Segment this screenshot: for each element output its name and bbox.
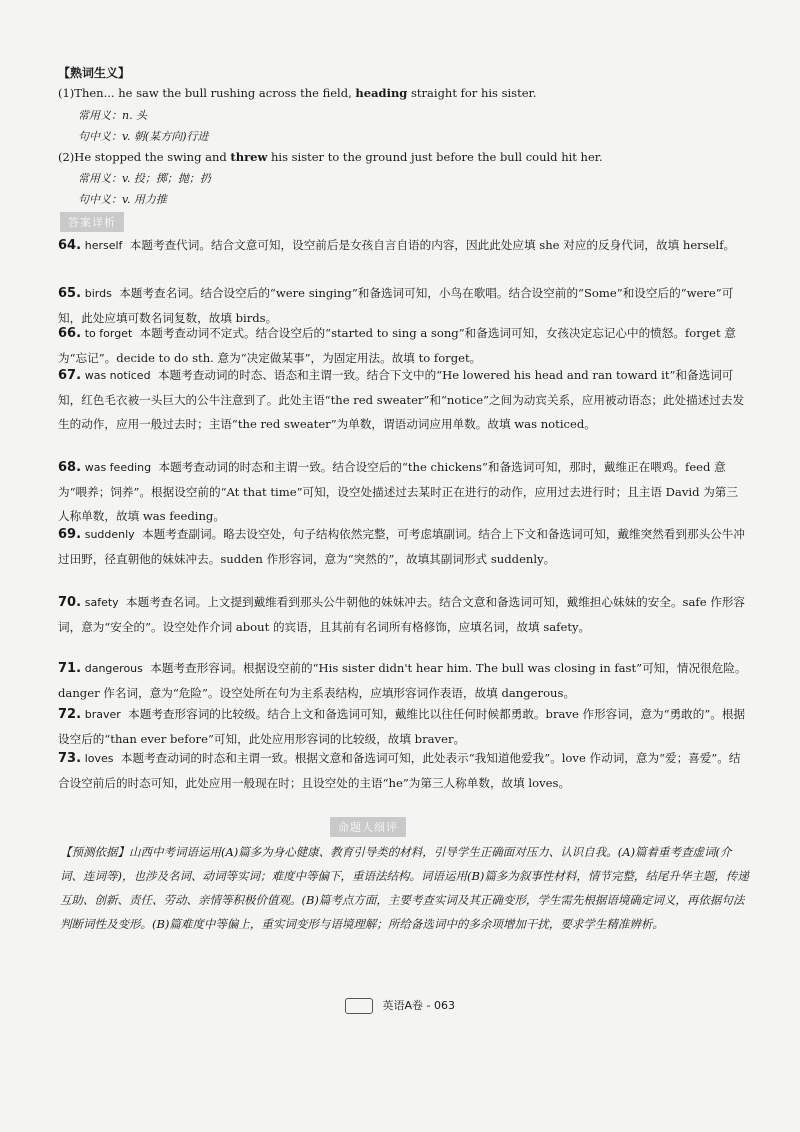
publisher-logo-icon bbox=[345, 998, 373, 1014]
prediction-paragraph: 【预测依据】山西中考词语运用(A)篇多为身心健康、教育引导类的材料，引导学生正确面对压力、认识自我。(A)篇着重考查虚词(介词、连词等)，也涉及名词、动词等实词；难度中等偏下，重语法结构。词语运用(B)篇多为叙事性材料，情节完整，结尾升华主题，传递互助、创新、责任、劳动、亲情等积极价值观。(B)篇考点方面，主要考查实词及其正确变形，学生需先根据语境确定词义，再依据句法判断词性及变形。(B)篇难度中等偏上，重实词变形与语境理解；所给备选词中的多余项增加干扰，要求学生精准辨析。 bbox=[60, 845, 749, 931]
answer-73: 73. loves 本题考查动词的时态和主谓一致。根据文意和备选词可知，此处表示“我知道他爱我”。love 作动词，意为“爱；喜爱”。结合设空前后的时态可知，此处应用一般现在时；且设空处的主语“he”为第三人称单数，故填 loves。 bbox=[58, 751, 741, 790]
answer-67: 67. was noticed 本题考查动词的时态、语态和主谓一致。结合下文中的“He lowered his head and ran toward it”和备选词可知，红色毛衣被一头巨大的公牛注意到了。此处主语“the red sweater”和“notice”之间为动宾关系，应用被动语态；此处描述过去发生的动作，应用一般过去时；主语“the red sweater”为单数，谓语动词应用单数。故填 was noticed。 bbox=[58, 368, 745, 431]
answer-69: 69. suddenly 本题考查副词。略去设空处，句子结构依然完整，可考虑填副词。结合上下文和备选词可知，戴维突然看到那头公牛冲过田野，径直朝他的妹妹冲去。sudden 作形容词，意为“突然的”，故填其副词形式 suddenly。 bbox=[58, 527, 745, 566]
answer-72: 72. braver 本题考查形容词的比较级。结合上文和备选词可知，戴维比以往任何时候都勇敢。brave 作形容词，意为“勇敢的”。根据设空后的“than ever before”可知，此处应用形容词的比较级，故填 braver。 bbox=[58, 707, 746, 746]
answer-banner: 答案详析 bbox=[60, 212, 124, 232]
vocab-context-1: 句中义：v. 朝(某方向)行进 bbox=[78, 130, 209, 143]
vocab-tag: 【熟词生义】 bbox=[58, 66, 131, 80]
vocab-sentence-1: (1)Then... he saw the bull rushing across the field, heading straight for his sister. bbox=[58, 86, 537, 100]
answer-68: 68. was feeding 本题考查动词的时态和主谓一致。结合设空后的“the chickens”和备选词可知，那时，戴维正在喂鸡。feed 意为“喂养；饲养”。根据设空前的“At that time”可知，设空处描述过去某时正在进行的动作，应用过去进行时；且主语 David 为第三人称单数，故填 was feeding。 bbox=[58, 460, 738, 523]
answer-65: 65. birds 本题考查名词。结合设空后的“were singing”和备选词可知，小鸟在歌唱。结合设空前的“Some”和设空后的“were”可知，此处应填可数名词复数，故填 birds。 bbox=[58, 286, 734, 325]
footer-label: 英语A卷 - 063 bbox=[382, 999, 455, 1012]
answer-71: 71. dangerous 本题考查形容词。根据设空前的“His sister didn't hear him. The bull was closing in fast”可知，情况很危险。danger 作名词，意为“危险”。设空处所在句为主系表结构，应填形容词作表语，故填 dangerous。 bbox=[58, 661, 747, 700]
vocab-common-1: 常用义：n. 头 bbox=[78, 109, 148, 122]
page-footer bbox=[0, 997, 800, 1014]
answer-66: 66. to forget 本题考查动词不定式。结合设空后的“started to sing a song”和备选词可知，女孩决定忘记心中的愤怒。forget 意为“忘记”。decide to do sth. 意为“决定做某事”，为固定用法。故填 to forget。 bbox=[58, 326, 736, 365]
analysis-banner: 命题人细评 bbox=[330, 817, 406, 837]
answer-70: 70. safety 本题考查名词。上文提到戴维看到那头公牛朝他的妹妹冲去。结合文意和备选词可知，戴维担心妹妹的安全。safe 作形容词，意为“安全的”。设空处作介词 about 的宾语，且其前有名词所有格修饰，应填名词，故填 safety。 bbox=[58, 595, 746, 634]
vocab-common-2: 常用义：v. 投；掷；抛；扔 bbox=[78, 172, 211, 185]
vocab-context-2: 句中义：v. 用力推 bbox=[78, 193, 167, 206]
answer-64: 64. herself 本题考查代词。结合文意可知，设空前后是女孩自言自语的内容，因此此处应填 she 对应的反身代词，故填 herself。 bbox=[58, 238, 736, 253]
vocab-sentence-2: (2)He stopped the swing and threw his sister to the ground just before the bull could hit her. bbox=[58, 150, 603, 164]
